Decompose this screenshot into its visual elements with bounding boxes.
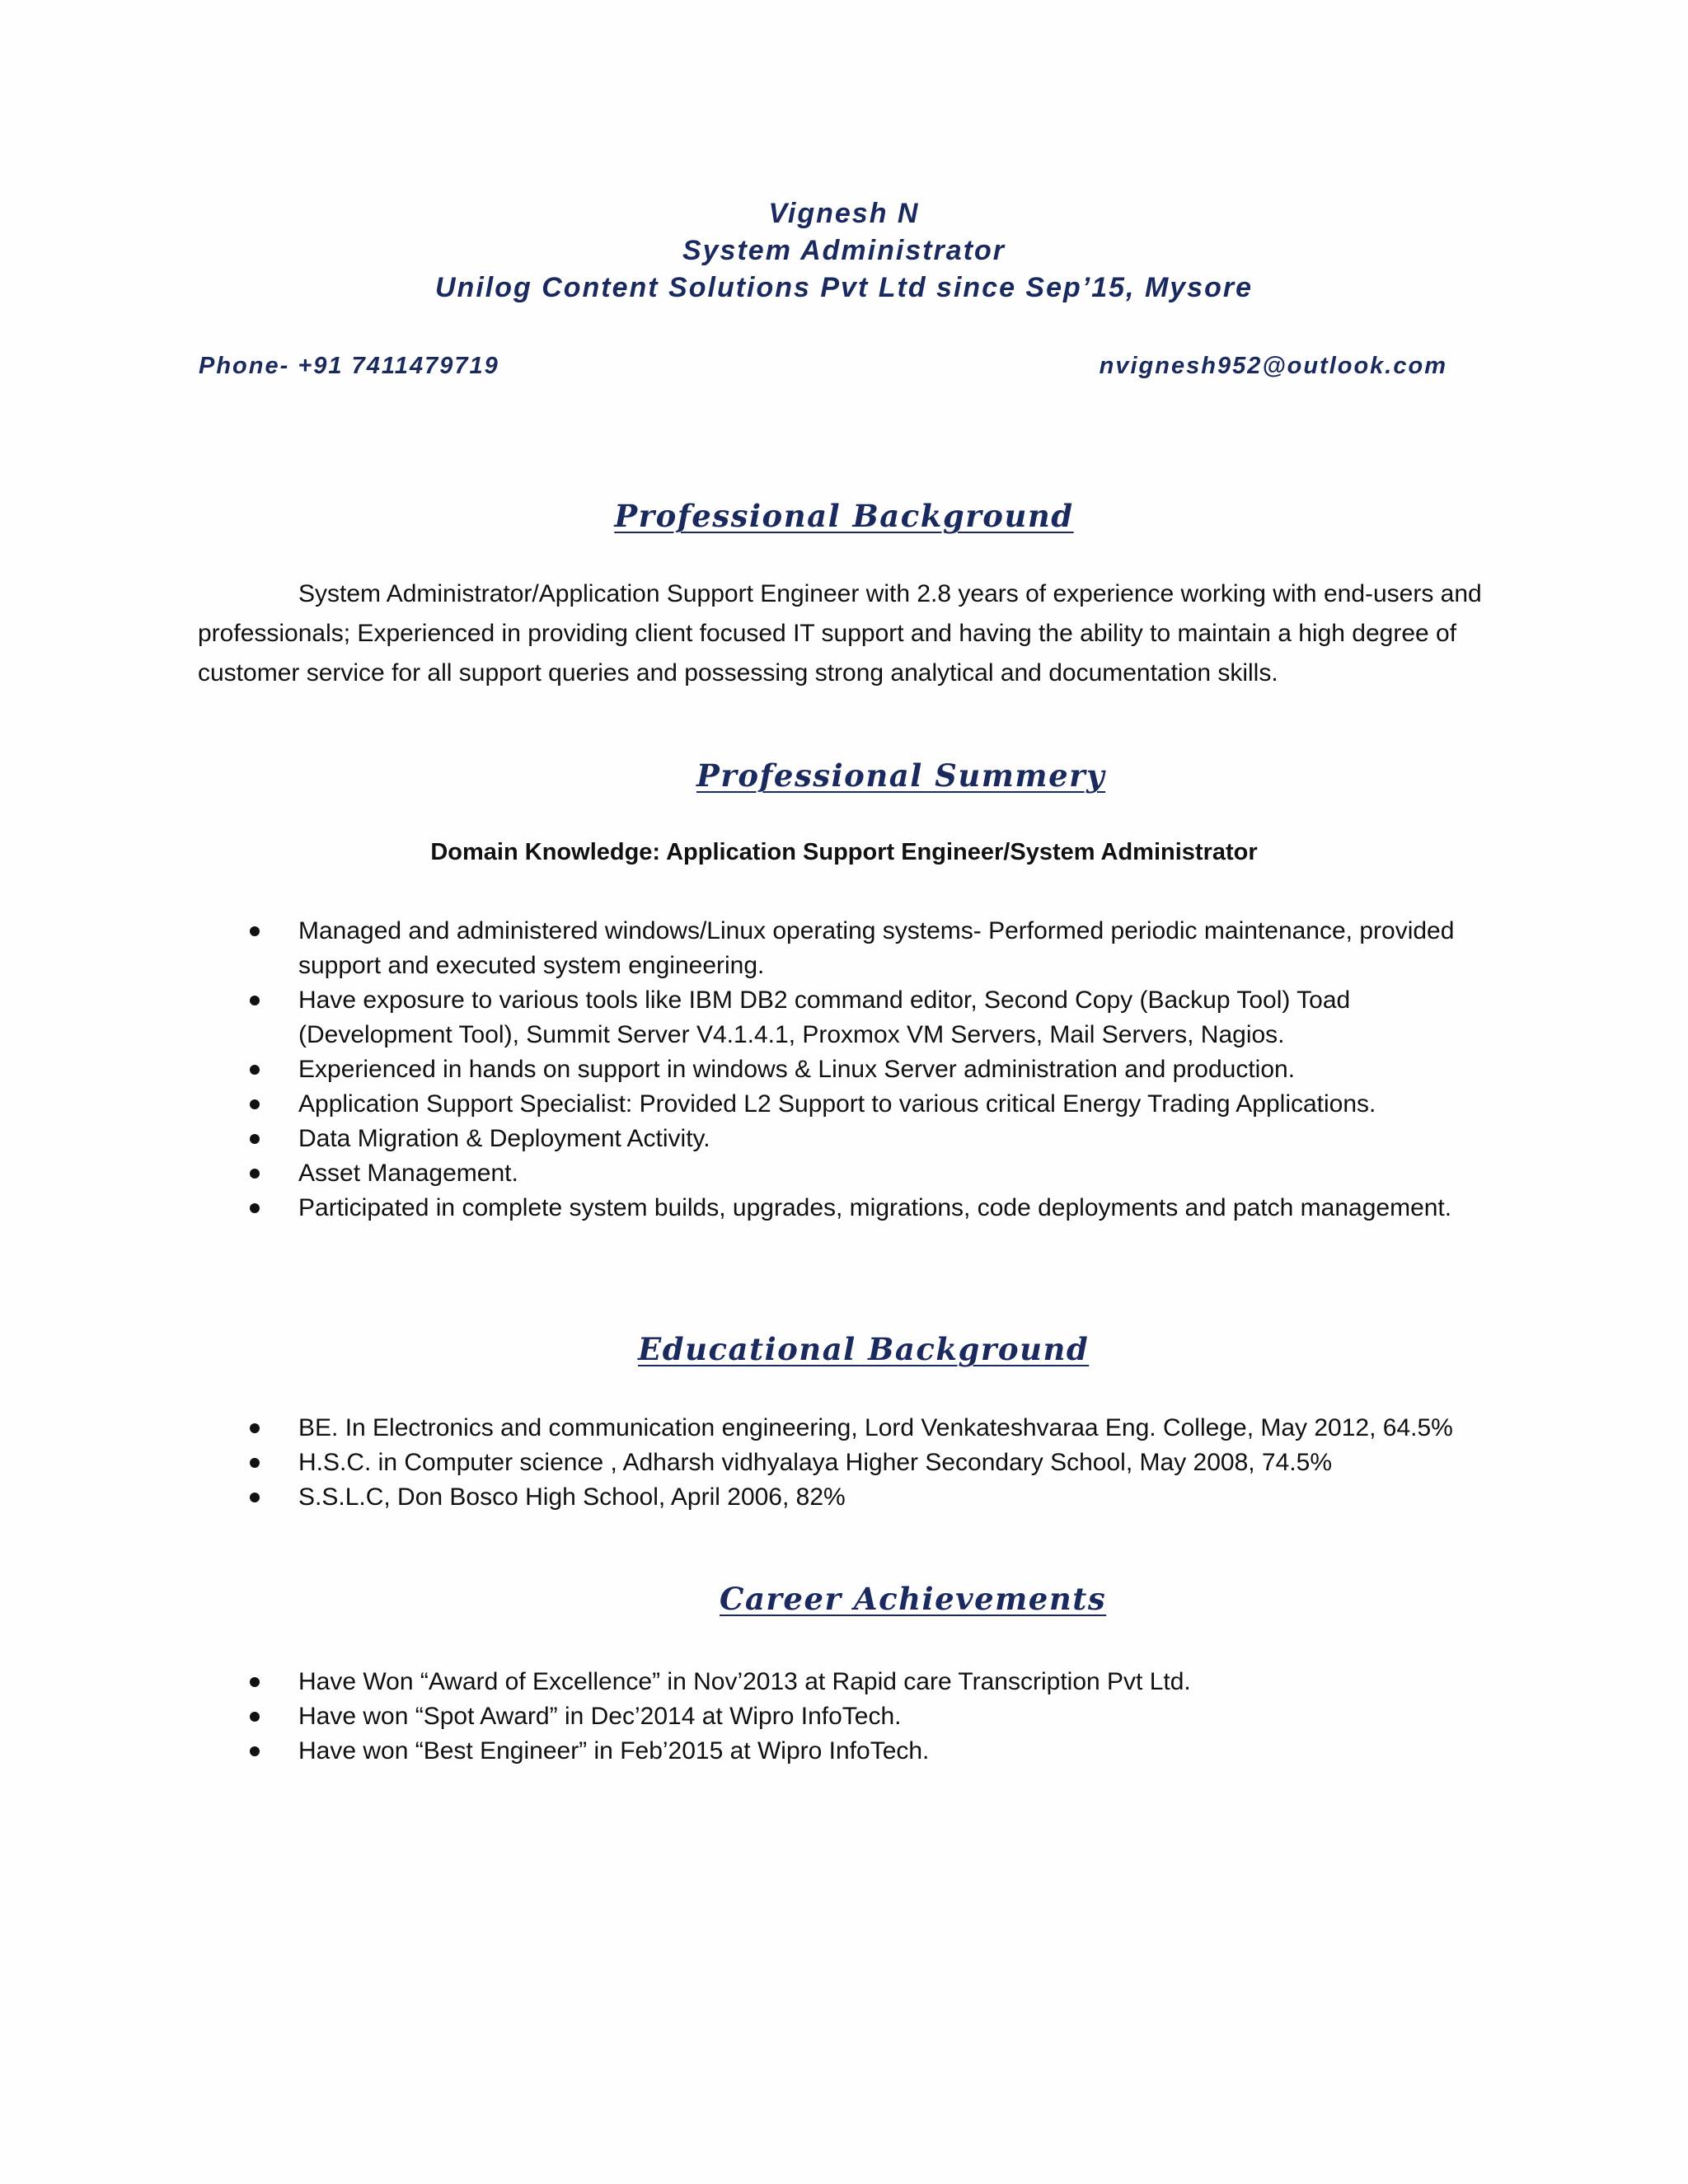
bullet-icon [250,1169,260,1179]
list-item: S.S.L.C, Don Bosco High School, April 2006, 82% [0,1480,1493,1515]
bullet-icon [250,1065,260,1075]
bullet-icon [250,996,260,1005]
education-heading: Educational Background [638,1331,1090,1367]
bullet-icon [250,1099,260,1109]
summary-list [0,914,1493,1226]
list-item: Have won “Spot Award” in Dec’2014 at Wipro InfoTech. [0,1699,1493,1734]
list-item: Data Migration & Deployment Activity. [0,1122,1493,1156]
candidate-name: Vignesh N [768,198,920,229]
list-item: Have Won “Award of Excellence” in Nov’2013 at Rapid care Transcription Pvt Ltd. [0,1665,1493,1699]
professional-summary-heading: Professional Summery [696,757,1106,794]
list-item: Experienced in hands on support in windows & Linux Server administration and production. [0,1052,1493,1087]
current-company: Unilog Content Solutions Pvt Ltd since Sep’15, Mysore [435,272,1253,303]
bullet-icon [250,926,260,936]
email-address: nvignesh952@outlook.com [1099,353,1447,379]
list-item: Have exposure to various tools like IBM DB2 command editor, Second Copy (Backup Tool) Toad (Development Tool), Summit Server V4.1.4.1, Proxmox VM Servers, Mail Servers, Nagios. [0,983,1493,1052]
bullet-icon [250,1746,260,1756]
list-item: Managed and administered windows/Linux operating systems- Performed periodic maintenance, provided support and executed system engineering. [0,914,1493,983]
professional-background-text: System Administrator/Application Support Engineer with 2.8 years of experience working with end-users and professionals; Experienced in providing client focused IT support and having the ability to maintain a high degree of customer service for all support queries and possessing strong analytical and documentation skills. [198,580,1482,687]
professional-background-heading: Professional Background [614,498,1074,534]
list-item: Have won “Best Engineer” in Feb’2015 at Wipro InfoTech. [0,1734,1493,1769]
bullet-icon [250,1134,260,1144]
education-list [0,1411,1535,1515]
achievements-heading: Career Achievements [720,1581,1107,1617]
domain-knowledge: Domain Knowledge: Application Support Engineer/System Administrator [430,839,1258,865]
bullet-icon [250,1203,260,1213]
phone-number: Phone- +91 7411479719 [199,353,499,379]
list-item: BE. In Electronics and communication engineering, Lord Venkateshvaraa Eng. College, May 2012, 64.5% [0,1411,1535,1446]
achievements-list [0,1665,1493,1769]
list-item: Participated in complete system builds, upgrades, migrations, code deployments and patch management. [0,1191,1493,1226]
bullet-icon [250,1458,260,1468]
list-item: Asset Management. [0,1156,1493,1191]
list-item: Application Support Specialist: Provided L2 Support to various critical Energy Trading Applications. [0,1087,1493,1122]
bullet-icon [250,1677,260,1687]
bullet-icon [250,1423,260,1433]
candidate-title: System Administrator [682,235,1006,266]
list-item: H.S.C. in Computer science , Adharsh vidhyalaya Higher Secondary School, May 2008, 74.5% [0,1446,1493,1480]
bullet-icon [250,1712,260,1722]
bullet-icon [250,1493,260,1502]
